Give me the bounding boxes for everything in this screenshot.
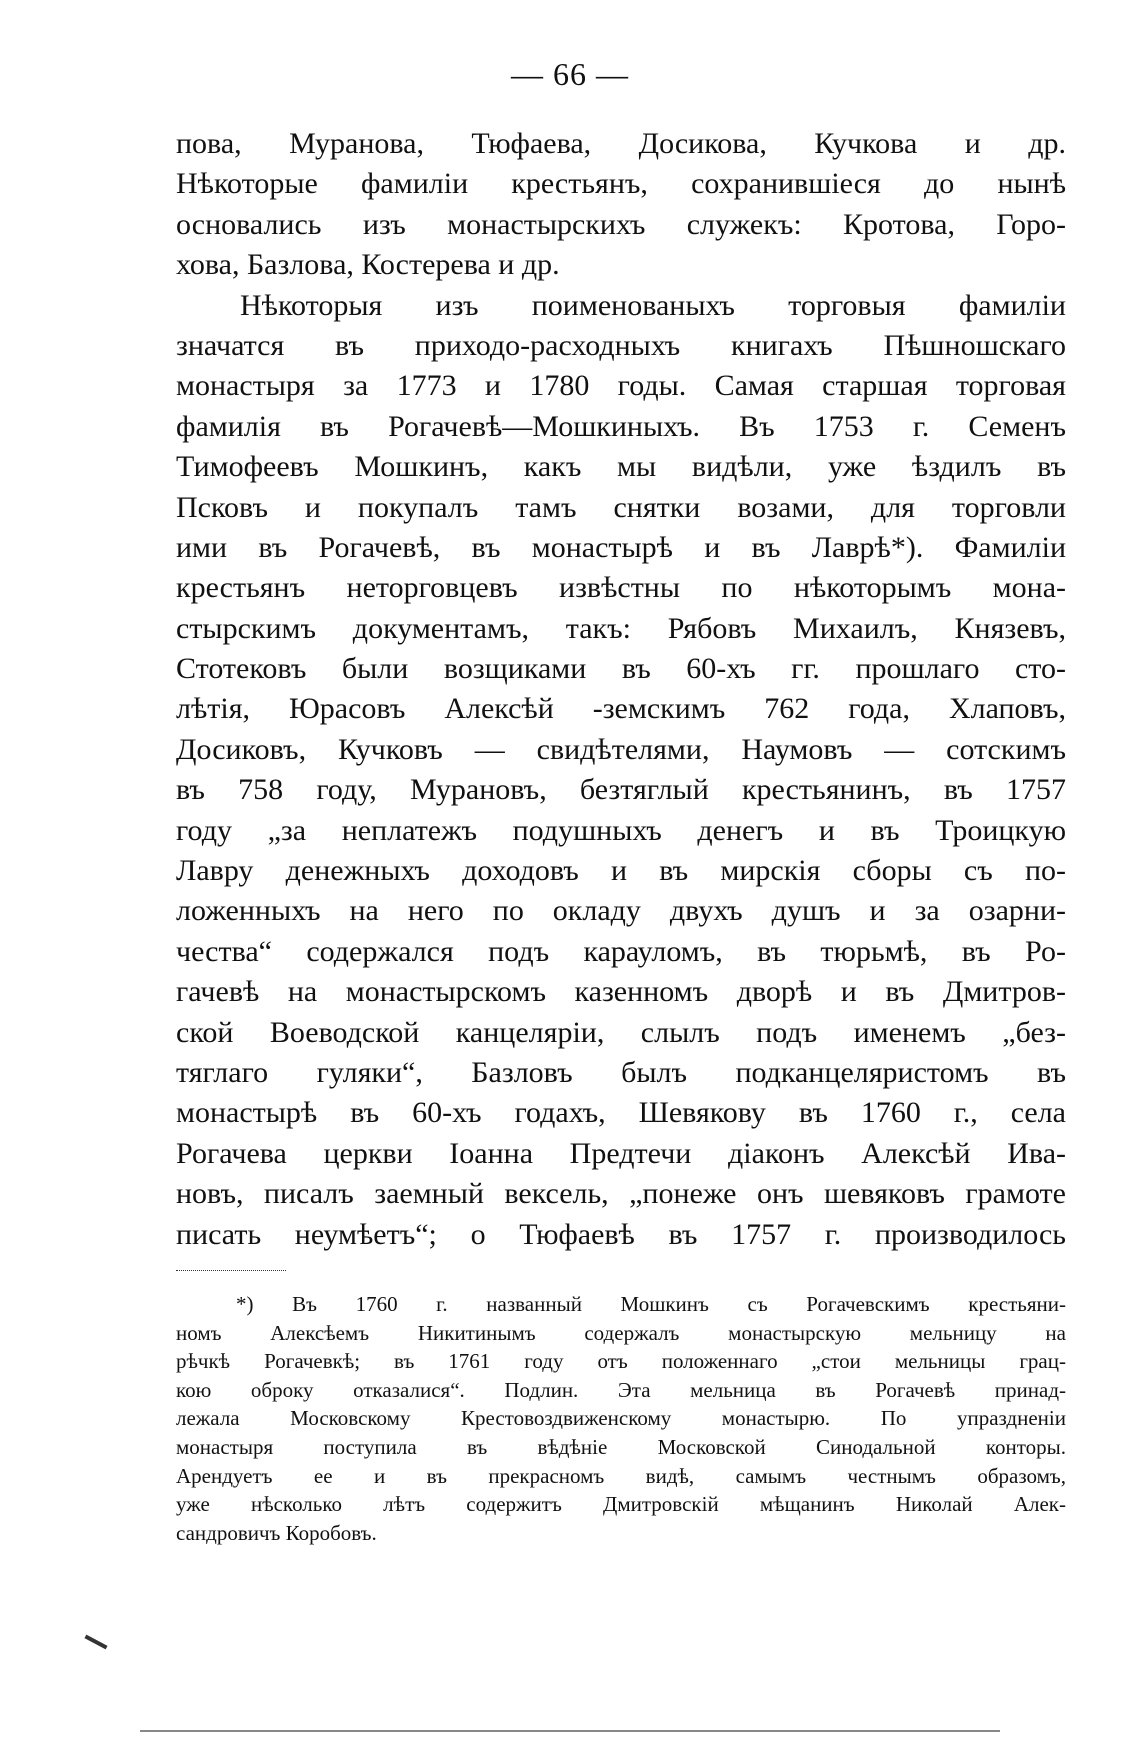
text-line: ской Воеводской канцеляріи, слылъ подъ именемъ „без-: [176, 1015, 1066, 1049]
footnote-line: монастыря поступила въ вѣдѣніе Московской Синодальной конторы.: [176, 1434, 1066, 1459]
text-line: крестьянъ неторговцевъ извѣстны по нѣкоторымъ мона-: [176, 571, 1066, 605]
text-line: ими въ Рогачевѣ, въ монастырѣ и въ Лаврѣ*). Фамиліи: [176, 530, 1066, 564]
footnote-line: лежала Московскому Крестовоздвиженскому монастырю. По упраздненіи: [176, 1406, 1066, 1431]
text-line: тяглаго гуляки“, Базловъ былъ подканцеляристомъ въ: [176, 1055, 1066, 1089]
text-line: ложенныхъ на него по окладу двухъ душъ и за озарни-: [176, 894, 1066, 928]
text-line: гачевѣ на монастырскомъ казенномъ дворѣ и въ Дмитров-: [176, 975, 1066, 1009]
page-bottom-edge: [140, 1730, 1000, 1732]
text-line: году „за неплатежъ подушныхъ денегъ и въ Троицкую: [176, 813, 1066, 847]
footnote-line: Арендуетъ ее и въ прекрасномъ видѣ, самымъ честнымъ образомъ,: [176, 1463, 1066, 1488]
scan-mark: [84, 1635, 107, 1650]
footnote-line: кою оброку отказалися“. Подлин. Эта мельница въ Рогачевѣ принад-: [176, 1377, 1066, 1402]
text-line: монастыря за 1773 и 1780 годы. Самая старшая торговая: [176, 369, 1066, 403]
footnote-line: номъ Алексѣемъ Никитинымъ содержалъ монастырскую мельницу на: [176, 1320, 1066, 1345]
text-line: Рогачева церкви Іоанна Предтечи діаконъ Алексѣй Ива-: [176, 1136, 1066, 1170]
footnote-line: *) Въ 1760 г. названный Мошкинъ съ Рогачевскимъ крестьяни-: [236, 1292, 1066, 1316]
text-line: Лавру денежныхъ доходовъ и въ мирскія сборы съ по-: [176, 854, 1066, 888]
text-line: пова, Муранова, Тюфаева, Досикова, Кучкова и др.: [176, 127, 1066, 160]
footnote-line: сандровичъ Коробовъ.: [176, 1520, 377, 1545]
footnote: [176, 1290, 1066, 1547]
text-line: Псковъ и покупалъ тамъ снятки возами, для торговли: [176, 490, 1066, 524]
footnote-line: уже нѣсколько лѣтъ содержитъ Дмитровскій мѣщанинъ Николай Алек-: [176, 1492, 1066, 1517]
text-line: лѣтія, Юрасовъ Алексѣй -земскимъ 762 года, Хлаповъ,: [176, 692, 1066, 726]
text-line: фамилія въ Рогачевѣ—Мошкиныхъ. Въ 1753 г. Семенъ: [176, 409, 1066, 443]
text-line: Нѣкоторыя изъ поименованыхъ торговыя фамиліи: [240, 288, 1066, 322]
text-line: хова, Базлова, Костерева и др.: [176, 248, 560, 282]
text-line: значатся въ приходо-расходныхъ книгахъ Пѣшношскаго: [176, 328, 1066, 362]
text-line: Стотековъ были возщиками въ 60-хъ гг. прошлаго сто-: [176, 652, 1066, 686]
text-line: монастырѣ въ 60-хъ годахъ, Шевякову въ 1760 г., села: [176, 1096, 1066, 1130]
text-line: Досиковъ, Кучковъ — свидѣтелями, Наумовъ — сотскимъ: [176, 732, 1066, 766]
text-line: Нѣкоторые фамиліи крестьянъ, сохранившіеся до нынѣ: [176, 167, 1066, 201]
text-line: основались изъ монастырскихъ служекъ: Кротова, Горо-: [176, 207, 1066, 241]
text-line: чества“ содержался подъ карауломъ, въ тюрьмѣ, въ Ро-: [176, 934, 1066, 968]
text-line: стырскимъ документамъ, такъ: Рябовъ Михаилъ, Князевъ,: [176, 611, 1066, 645]
footnote-divider: [176, 1270, 286, 1271]
text-line: новъ, писалъ заемный вексель, „понеже онъ шевяковъ грамоте: [176, 1177, 1066, 1211]
text-line: Тимофеевъ Мошкинъ, какъ мы видѣли, уже ѣздилъ въ: [176, 450, 1066, 484]
main-text: [176, 124, 1066, 1255]
footnote-line: рѣчкѣ Рогачевкѣ; въ 1761 году отъ положеннаго „стои мельницы грац-: [176, 1349, 1066, 1374]
text-line: писать неумѣетъ“; о Тюфаевѣ въ 1757 г. производилось: [176, 1217, 1066, 1251]
text-line: въ 758 году, Мурановъ, безтяглый крестьянинъ, въ 1757: [176, 773, 1066, 807]
page-number: — 66 —: [511, 56, 629, 92]
